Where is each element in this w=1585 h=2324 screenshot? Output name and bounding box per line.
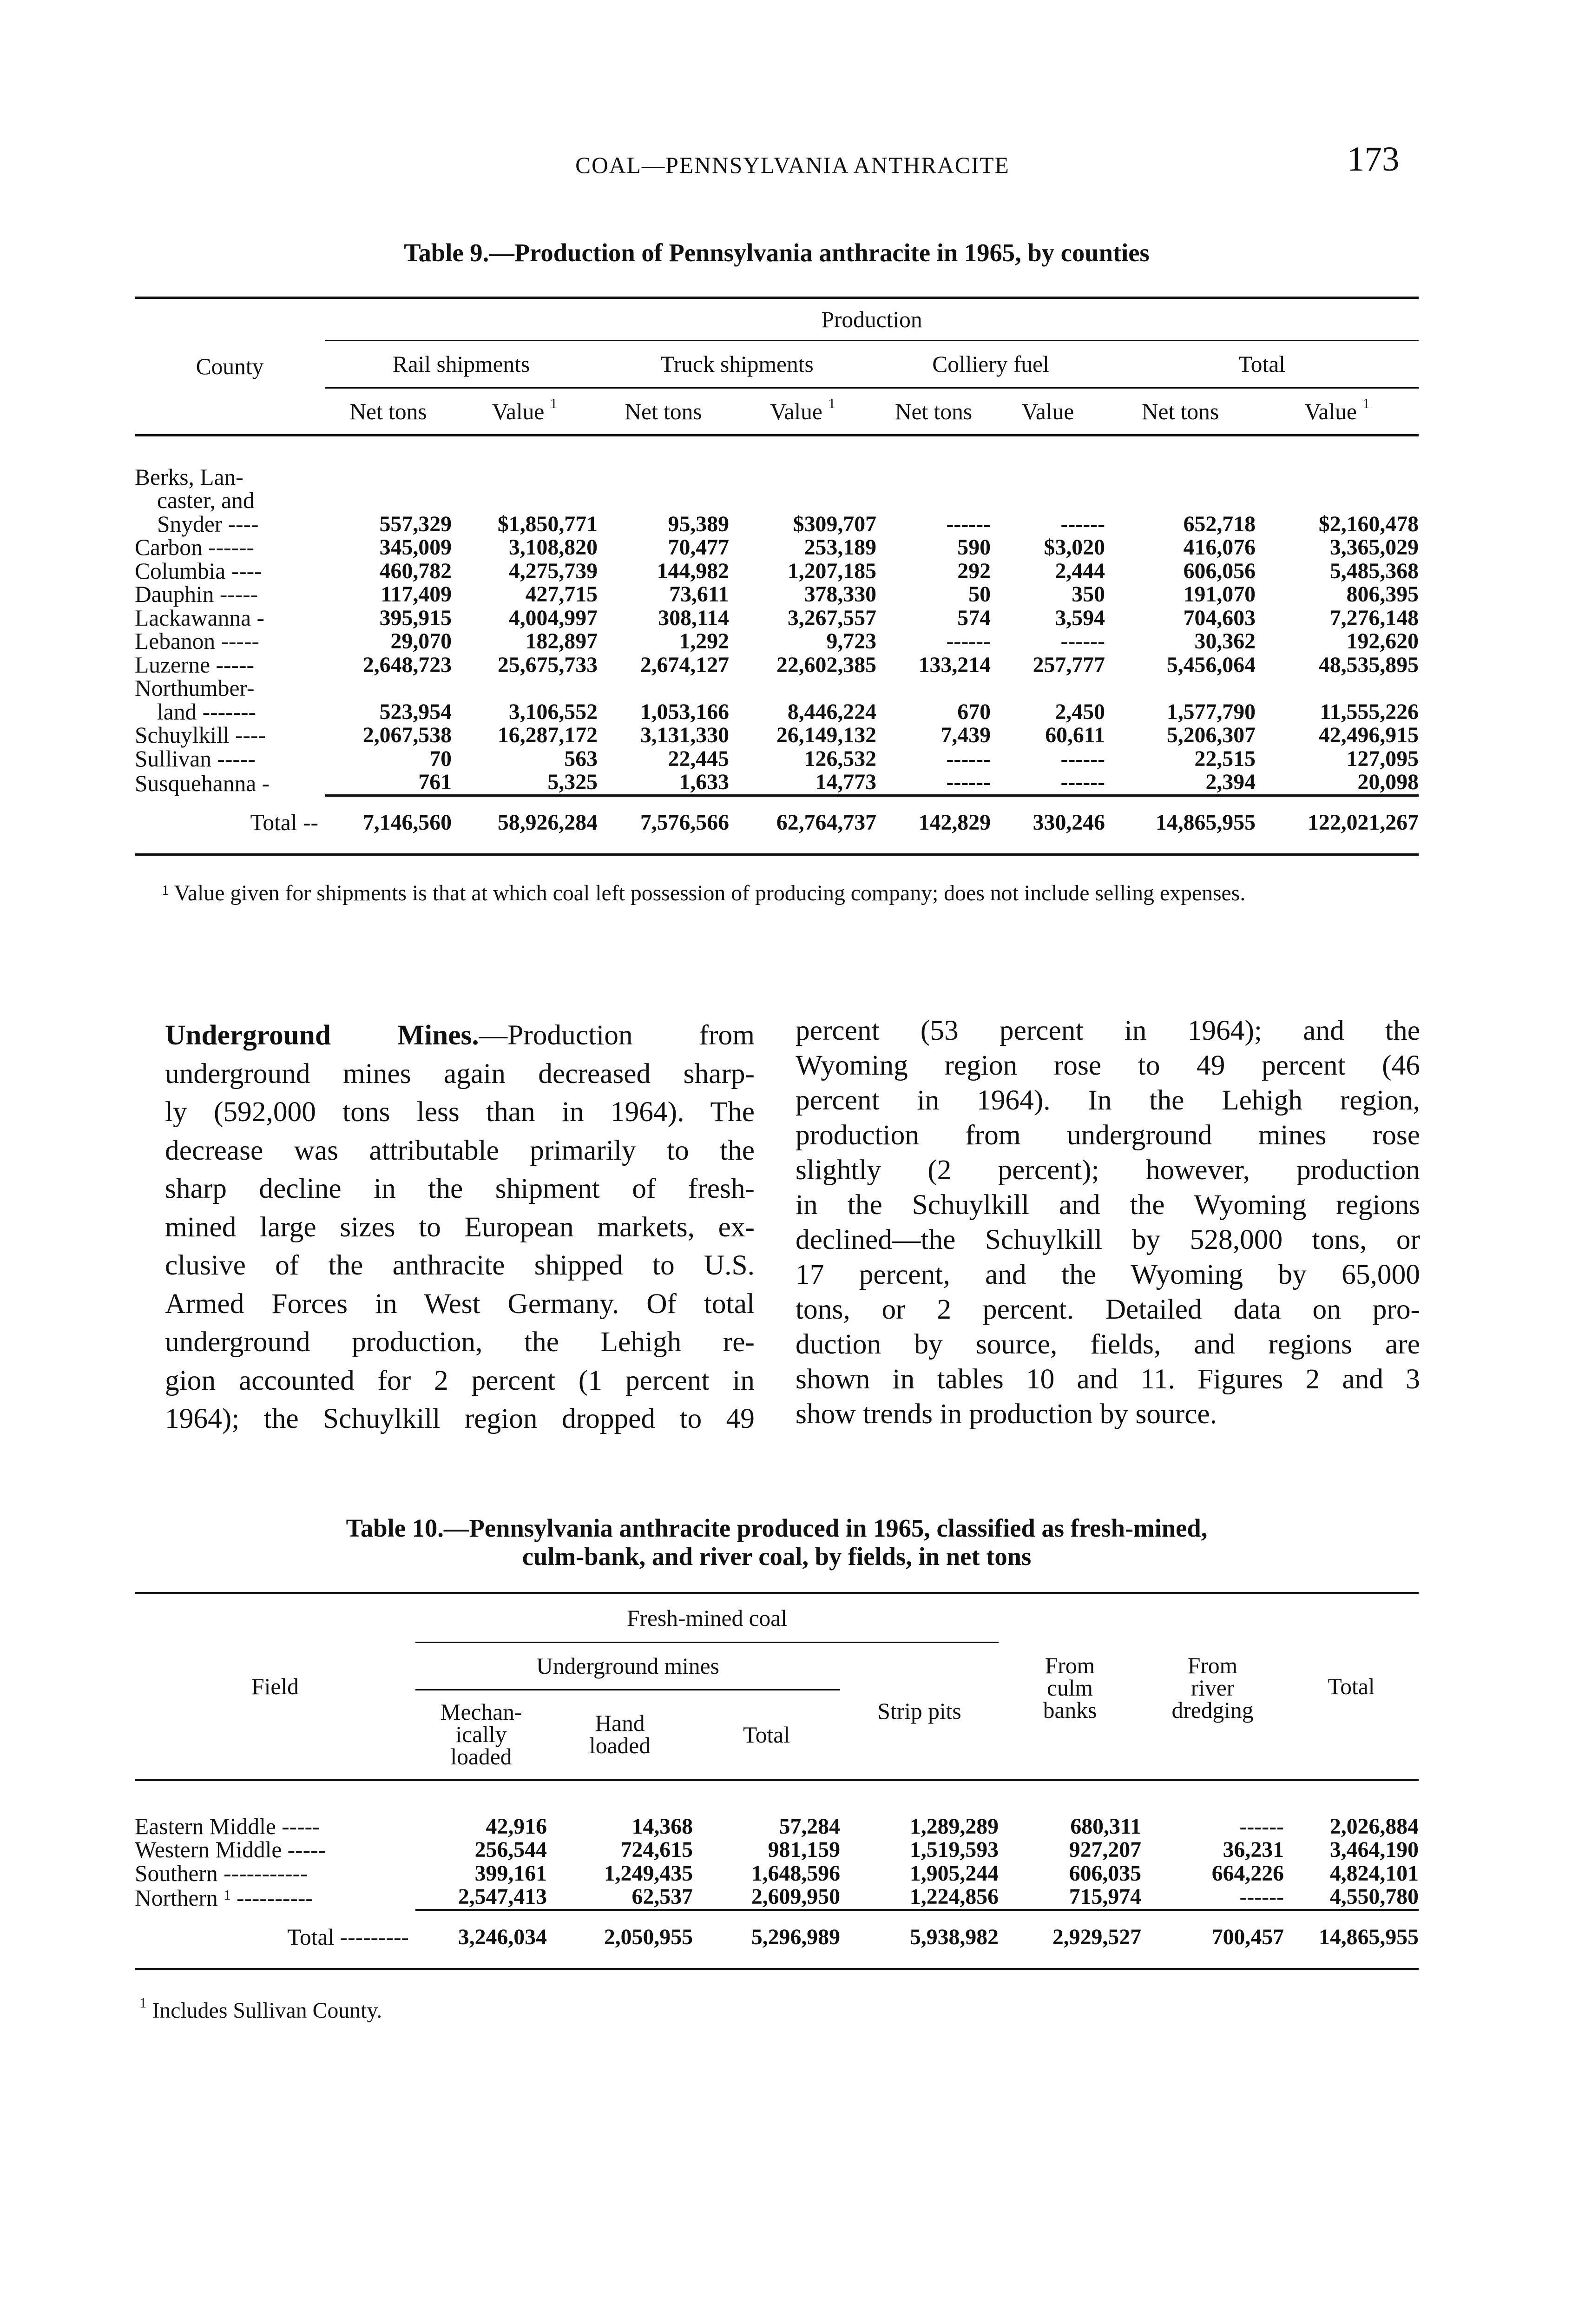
table-cell: 670 xyxy=(957,699,991,724)
table-cell: 14,773 xyxy=(815,770,876,794)
table-row xyxy=(135,536,1419,560)
group-header: Total xyxy=(1105,341,1419,388)
table-cell: 427,715 xyxy=(525,582,598,607)
body-line: Wyoming region rose to 49 percent (46 xyxy=(796,1050,1420,1081)
field-name-text: Western Middle ----- xyxy=(135,1837,326,1862)
table-cell: ------ xyxy=(1239,1814,1284,1839)
body-line: 17 percent, and the Wyoming by 65,000 xyxy=(796,1259,1420,1290)
table-cell: 26,149,132 xyxy=(776,723,876,747)
table-cell: 1,289,289 xyxy=(909,1814,999,1839)
table-cell: 5,456,064 xyxy=(1166,652,1256,677)
body-line: Armed Forces in West Germany. Of total xyxy=(165,1287,755,1320)
table-cell: 4,004,997 xyxy=(508,605,598,630)
body-line: percent (53 percent in 1964); and the xyxy=(796,1015,1420,1046)
table-cell: ------ xyxy=(946,770,991,794)
table10-title xyxy=(0,1514,1553,1571)
total-cell: 142,829 xyxy=(876,795,991,855)
column-header-label: Value xyxy=(1021,398,1074,424)
body-line: gion accounted for 2 percent (1 percent in xyxy=(165,1364,755,1396)
table-cell: 191,070 xyxy=(1183,582,1256,607)
county-name-line: Lackawanna - xyxy=(135,605,264,631)
table9-footnote xyxy=(162,880,1419,907)
table-cell: 25,675,733 xyxy=(497,652,598,677)
table-cell: ------ xyxy=(946,629,991,654)
table-cell: 5,206,307 xyxy=(1166,723,1256,747)
table-cell: $3,020 xyxy=(1044,535,1105,560)
table-cell: 3,131,330 xyxy=(640,723,729,747)
county-name-line: Susquehanna - xyxy=(135,770,270,796)
column-header-label: Value xyxy=(1304,398,1357,424)
total-cell: 7,576,566 xyxy=(598,795,729,855)
table-cell: 14,368 xyxy=(631,1814,693,1839)
total-cell: 2,929,527 xyxy=(999,1910,1141,1969)
county-name-line: land ------- xyxy=(157,699,256,725)
total-label: Total --------- xyxy=(135,1910,415,1969)
footnote-marker: 1 xyxy=(139,1994,147,2011)
footnote-marker: 1 xyxy=(550,395,558,411)
hand-loaded-header: Hand loaded xyxy=(589,1710,651,1758)
body-text: —Production from xyxy=(479,1019,755,1051)
table-cell: 395,915 xyxy=(379,605,452,630)
table-cell: ------ xyxy=(1060,511,1105,536)
column-header-label: Value xyxy=(770,398,822,424)
table-cell: 2,648,723 xyxy=(362,652,452,677)
total-header: Total xyxy=(1284,1593,1419,1780)
table-cell: 606,035 xyxy=(1069,1861,1142,1886)
column-header-label: Net tons xyxy=(894,398,973,424)
total-cell: 58,926,284 xyxy=(452,795,598,855)
body-line: mined large sizes to European markets, ex- xyxy=(165,1211,755,1243)
table-cell: 70,477 xyxy=(668,535,729,560)
table-cell: 416,076 xyxy=(1183,535,1256,560)
table-cell: 2,609,950 xyxy=(751,1884,840,1909)
table9-title: Table 9.—Production of Pennsylvania anthracite in 1965, by counties xyxy=(404,238,1150,267)
body-line: slightly (2 percent); however, production xyxy=(796,1154,1420,1186)
table-row xyxy=(135,1815,1419,1839)
body-line xyxy=(165,1016,755,1055)
table-cell: ------ xyxy=(1060,629,1105,654)
group-header: Truck shipments xyxy=(598,341,876,388)
table-row xyxy=(135,747,1419,771)
body-line: underground production, the Lehigh re- xyxy=(165,1326,755,1358)
table-cell: 70 xyxy=(429,746,452,771)
total-cell: 3,246,034 xyxy=(415,1910,547,1969)
total-cell: 5,296,989 xyxy=(693,1910,840,1969)
table-cell: 2,450 xyxy=(1055,699,1105,724)
body-line: production from underground mines rose xyxy=(796,1119,1420,1151)
total-cell: 14,865,955 xyxy=(1284,1910,1419,1969)
table-cell: 60,611 xyxy=(1045,723,1105,747)
table-cell: 192,620 xyxy=(1346,629,1419,654)
total-cell: 5,938,982 xyxy=(840,1910,999,1969)
table-cell: 3,108,820 xyxy=(508,535,598,560)
table-cell: ------ xyxy=(1060,746,1105,771)
group-header: Rail shipments xyxy=(325,341,598,388)
field-name xyxy=(135,1885,415,1910)
column-header xyxy=(598,388,729,436)
table-cell: 3,365,029 xyxy=(1329,535,1419,560)
body-line: shown in tables 10 and 11. Figures 2 and 3 xyxy=(796,1363,1420,1395)
body-line: show trends in production by source. xyxy=(796,1398,1217,1430)
county-name-line: Lebanon ----- xyxy=(135,628,259,654)
underground-mines-header: Underground mines xyxy=(415,1643,840,1690)
column-header xyxy=(325,388,452,436)
table-cell: 1,053,166 xyxy=(640,699,729,724)
leader: ---------- xyxy=(230,1885,313,1911)
total-row xyxy=(135,1910,1419,1969)
county-name-line: Northumber- xyxy=(135,675,255,701)
footnote-marker: 1 xyxy=(828,395,835,411)
total-cell: 14,865,955 xyxy=(1105,795,1256,855)
table-row xyxy=(135,1838,1419,1862)
county-name xyxy=(135,607,325,630)
table-cell: 308,114 xyxy=(658,605,729,630)
running-title: COAL—PENNSYLVANIA ANTHRACITE xyxy=(575,152,1010,178)
underground-total-header: Total xyxy=(743,1722,790,1748)
table-cell: 253,189 xyxy=(804,535,876,560)
table-cell: 2,547,413 xyxy=(458,1884,547,1909)
county-name-line: Snyder ---- xyxy=(157,511,259,537)
field-name-text: Eastern Middle ----- xyxy=(135,1813,320,1839)
body-line: underground mines again decreased sharp- xyxy=(165,1057,755,1089)
column-header-label: Net tons xyxy=(1141,398,1219,424)
body-line: ly (592,000 tons less than in 1964). The xyxy=(165,1096,755,1128)
table-cell: 48,535,895 xyxy=(1318,652,1419,677)
table-cell: 2,444 xyxy=(1055,558,1105,583)
table-cell: 1,519,593 xyxy=(909,1837,999,1862)
table-cell: 664,226 xyxy=(1211,1861,1284,1886)
table-cell: 182,897 xyxy=(525,629,598,654)
body-line: in the Schuylkill and the Wyoming regions xyxy=(796,1189,1420,1221)
table-cell: 22,602,385 xyxy=(776,652,876,677)
column-header xyxy=(1256,388,1419,436)
county-name xyxy=(135,630,325,654)
table-cell: 1,905,244 xyxy=(909,1861,999,1886)
table-cell: 606,056 xyxy=(1183,558,1256,583)
table-cell: 557,329 xyxy=(379,511,452,536)
table-cell: ------ xyxy=(1239,1884,1284,1909)
total-cell: 7,146,560 xyxy=(325,795,452,855)
column-header xyxy=(1105,388,1256,436)
table-cell: 22,445 xyxy=(668,746,729,771)
county-name-line: Luzerne ----- xyxy=(135,652,254,678)
county-name-line: caster, and xyxy=(157,488,255,513)
footnote-marker: 1 xyxy=(162,882,169,898)
table-cell: 3,267,557 xyxy=(787,605,876,630)
body-line: declined—the Schuylkill by 528,000 tons, or xyxy=(796,1224,1420,1255)
table-cell: 4,824,101 xyxy=(1329,1861,1419,1886)
production-header: Production xyxy=(325,298,1419,341)
table-cell: 57,284 xyxy=(779,1814,840,1839)
table-cell: 5,325 xyxy=(547,770,598,794)
table-cell: 2,026,884 xyxy=(1329,1814,1419,1839)
table-row xyxy=(135,583,1419,607)
field-header: Field xyxy=(135,1593,415,1780)
table-cell: 1,224,856 xyxy=(909,1884,999,1909)
table-cell: 127,095 xyxy=(1346,746,1419,771)
body-column-right xyxy=(796,1013,1420,1432)
section-heading: Underground Mines. xyxy=(165,1019,479,1051)
table-cell: 345,009 xyxy=(379,535,452,560)
table-row xyxy=(135,1885,1419,1910)
table-cell: 62,537 xyxy=(631,1884,693,1909)
table10-footnote xyxy=(139,1994,382,2023)
county-name xyxy=(135,747,325,771)
table-cell: 30,362 xyxy=(1194,629,1256,654)
table-cell: 8,446,224 xyxy=(787,699,876,724)
table-cell: 126,532 xyxy=(804,746,876,771)
table-cell: ------ xyxy=(946,746,991,771)
footnote-marker: 1 xyxy=(224,1886,231,1903)
table-cell: 5,485,368 xyxy=(1329,558,1419,583)
table-cell: 1,577,790 xyxy=(1166,699,1256,724)
table-cell: 680,311 xyxy=(1070,1814,1142,1839)
column-header xyxy=(991,388,1105,436)
table-cell: 574 xyxy=(957,605,991,630)
table10 xyxy=(135,1592,1419,1970)
county-name xyxy=(135,677,325,724)
county-header: County xyxy=(135,298,325,436)
county-name-line: Berks, Lan- xyxy=(135,464,243,490)
table-cell: 1,207,185 xyxy=(787,558,876,583)
table-cell: 378,330 xyxy=(804,582,876,607)
culm-banks-header: From culm banks xyxy=(999,1593,1141,1780)
table-cell: 2,067,538 xyxy=(362,723,452,747)
table-row xyxy=(135,724,1419,747)
body-line: tons, or 2 percent. Detailed data on pro- xyxy=(796,1294,1420,1325)
table-cell: 133,214 xyxy=(918,652,991,677)
table-cell: 7,439 xyxy=(940,723,991,747)
county-name-line: Schuylkill ---- xyxy=(135,722,266,748)
table-cell: 590 xyxy=(957,535,991,560)
table-cell: 1,249,435 xyxy=(604,1861,693,1886)
table-cell: 3,594 xyxy=(1055,605,1105,630)
county-name xyxy=(135,654,325,677)
table-cell: 724,615 xyxy=(620,1837,693,1862)
column-header xyxy=(729,388,876,436)
total-cell: 62,764,737 xyxy=(729,795,876,855)
column-header xyxy=(452,388,598,436)
table-cell: 95,389 xyxy=(668,511,729,536)
spacer xyxy=(135,436,1419,466)
county-name-line: Columbia ---- xyxy=(135,558,262,584)
table-cell: 42,916 xyxy=(486,1814,547,1839)
table-row xyxy=(135,654,1419,677)
table-cell: ------ xyxy=(1060,770,1105,794)
column-header-label: Net tons xyxy=(625,398,702,424)
field-name-text: Southern ----------- xyxy=(135,1860,308,1886)
body-line: clusive of the anthracite shipped to U.S. xyxy=(165,1249,755,1281)
footnote-marker: 1 xyxy=(1362,395,1370,411)
county-name xyxy=(135,560,325,583)
table-row xyxy=(135,677,1419,724)
spacer xyxy=(135,1780,1419,1815)
table-cell: 1,292 xyxy=(679,629,729,654)
table-row xyxy=(135,560,1419,583)
total-cell: 700,457 xyxy=(1141,1910,1284,1969)
county-name-line: Dauphin ----- xyxy=(135,581,258,607)
table-cell: 1,633 xyxy=(679,770,729,794)
table-cell: 7,276,148 xyxy=(1329,605,1419,630)
total-cell: 122,021,267 xyxy=(1256,795,1419,855)
body-line: duction by source, fields, and regions are xyxy=(796,1328,1420,1360)
table-cell: 715,974 xyxy=(1069,1884,1142,1909)
table-cell: 144,982 xyxy=(657,558,729,583)
table-cell: 3,464,190 xyxy=(1329,1837,1419,1862)
field-name xyxy=(135,1838,415,1862)
mechanically-loaded-header: Mechan- ically loaded xyxy=(440,1699,522,1769)
table-row xyxy=(135,607,1419,630)
table-cell: 399,161 xyxy=(474,1861,547,1886)
table-cell: ------ xyxy=(946,511,991,536)
table-cell: 523,954 xyxy=(379,699,452,724)
table-cell: 50 xyxy=(968,582,991,607)
table-cell: 42,496,915 xyxy=(1318,723,1419,747)
column-header-label: Value xyxy=(492,398,545,424)
body-line: decrease was attributable primarily to the xyxy=(165,1134,755,1166)
table-cell: $2,160,478 xyxy=(1318,511,1419,536)
table-cell: 4,275,739 xyxy=(508,558,598,583)
fresh-mined-header: Fresh-mined coal xyxy=(415,1593,999,1643)
county-name xyxy=(135,466,325,536)
table-cell: 806,395 xyxy=(1346,582,1419,607)
table-cell: 257,777 xyxy=(1033,652,1105,677)
strip-pits-header: Strip pits xyxy=(840,1643,999,1780)
table-cell: 704,603 xyxy=(1183,605,1256,630)
field-name xyxy=(135,1862,415,1886)
table-cell: 256,544 xyxy=(474,1837,547,1862)
table-cell: 22,515 xyxy=(1194,746,1256,771)
body-line: sharp decline in the shipment of fresh- xyxy=(165,1173,755,1204)
table-cell: 652,718 xyxy=(1183,511,1256,536)
group-header: Colliery fuel xyxy=(876,341,1105,388)
table-row xyxy=(135,630,1419,654)
table-cell: 20,098 xyxy=(1357,770,1419,794)
column-header-label: Net tons xyxy=(349,398,427,424)
table-cell: 16,287,172 xyxy=(497,723,598,747)
table-cell: 1,648,596 xyxy=(751,1861,840,1886)
table-cell: $1,850,771 xyxy=(497,511,598,536)
table-row xyxy=(135,466,1419,536)
footnote-text: Value given for shipments is that at which coal left possession of producing company; does not include selling expenses. xyxy=(174,881,1246,905)
table-cell: 36,231 xyxy=(1223,1837,1284,1862)
table-row xyxy=(135,1862,1419,1886)
total-cell: 2,050,955 xyxy=(547,1910,693,1969)
field-name xyxy=(135,1815,415,1839)
table-row xyxy=(135,771,1419,795)
total-row xyxy=(135,795,1419,855)
river-dredging-header: From river dredging xyxy=(1141,1593,1284,1780)
county-name-line: Sullivan ----- xyxy=(135,746,256,772)
county-name-line: Carbon ------ xyxy=(135,535,254,560)
table-cell: 563 xyxy=(564,746,598,771)
table-cell: $309,707 xyxy=(793,511,876,536)
body-line: 1964); the Schuylkill region dropped to 49 xyxy=(165,1403,755,1434)
table-cell: 292 xyxy=(957,558,991,583)
county-name xyxy=(135,724,325,747)
table-cell: 4,550,780 xyxy=(1329,1884,1419,1909)
table-cell: 927,207 xyxy=(1069,1837,1142,1862)
table-cell: 9,723 xyxy=(826,629,876,654)
total-label: Total -- xyxy=(135,795,325,855)
table9 xyxy=(135,297,1419,856)
table-cell: 981,159 xyxy=(768,1837,840,1862)
footnote-text: Includes Sullivan County. xyxy=(152,1998,382,2023)
county-name xyxy=(135,583,325,607)
table-cell: 460,782 xyxy=(379,558,452,583)
table-cell: 3,106,552 xyxy=(508,699,598,724)
page-number: 173 xyxy=(1347,140,1400,178)
table-cell: 11,555,226 xyxy=(1320,699,1419,724)
table-cell: 761 xyxy=(418,770,452,794)
table10-title-line: Table 10.—Pennsylvania anthracite produced in 1965, classified as fresh-mined, xyxy=(346,1514,1208,1542)
table-cell: 73,611 xyxy=(669,582,729,607)
table-cell: 117,409 xyxy=(381,582,452,607)
county-name xyxy=(135,771,325,795)
table-cell: 350 xyxy=(1072,582,1105,607)
field-name-text: Northern xyxy=(135,1885,218,1911)
table-cell: 29,070 xyxy=(390,629,452,654)
column-header xyxy=(876,388,991,436)
total-cell: 330,246 xyxy=(991,795,1105,855)
county-name xyxy=(135,536,325,560)
table-cell: 2,394 xyxy=(1205,770,1256,794)
body-line: percent in 1964). In the Lehigh region, xyxy=(796,1084,1420,1116)
table-cell: 2,674,127 xyxy=(640,652,729,677)
body-column-left xyxy=(165,1016,755,1438)
table10-title-line: culm-bank, and river coal, by fields, in net tons xyxy=(522,1542,1032,1571)
